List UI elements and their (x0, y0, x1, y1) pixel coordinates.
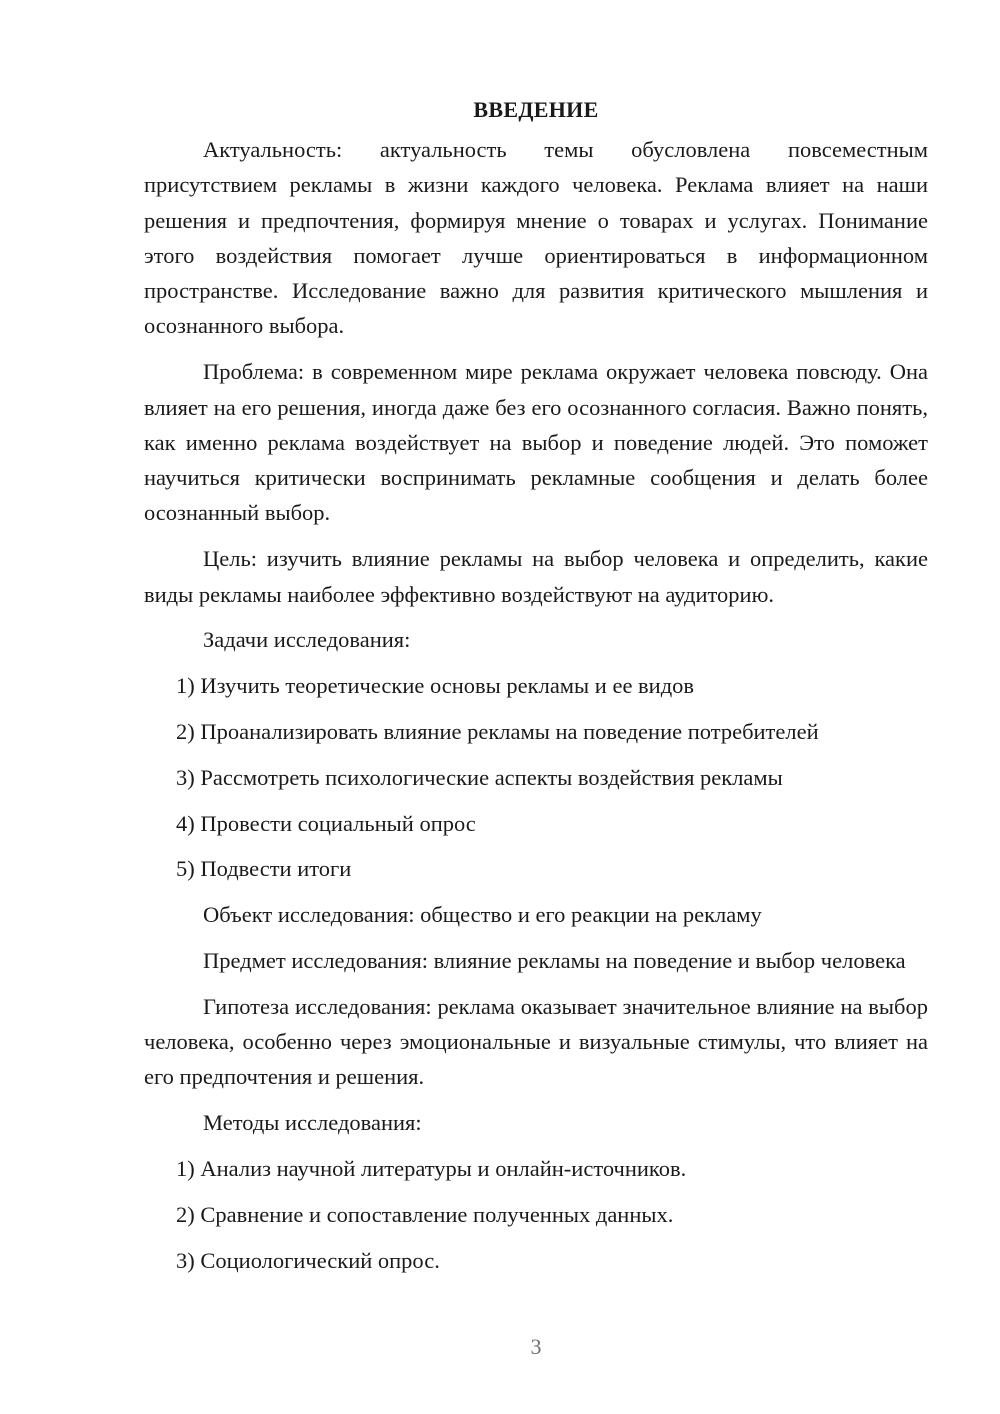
problem-paragraph: Проблема: в современном мире реклама окружает человека повсюду. Она влияет на его решения, иногда даже без его осознанного согласия. Важно понять, как именно реклама воздействует на выбор и поведение людей. Это поможет научиться критически воспринимать рекламные сообщения и делать более осознанный выбор. (144, 359, 928, 526)
list-item: 1) Изучить теоретические основы рекламы и ее видов (176, 673, 695, 699)
list-item: 3) Социологический опрос. (176, 1247, 440, 1273)
list-item: 3) Рассмотреть психологические аспекты воздействия рекламы (176, 764, 783, 790)
list-item: 1) Анализ научной литературы и онлайн-источников. (176, 1155, 687, 1181)
page-number: 3 (530, 1334, 542, 1359)
goal-paragraph: Цель: изучить влияние рекламы на выбор человека и определить, какие виды рекламы наиболее эффективно воздействуют на аудиторию. (144, 546, 928, 607)
methods-heading: Методы исследования: (203, 1110, 422, 1136)
tasks-heading: Задачи исследования: (203, 627, 411, 653)
relevance-paragraph: Актуальность: актуальность темы обусловлена повсеместным присутствием рекламы в жизни каждого человека. Реклама влияет на наши решения и предпочтения, формируя мнение о товарах и услугах. Понимание этого воздействия помогает лучше ориентироваться в информационном пространстве. Исследование важно для развития критического мышления и осознанного выбора. (144, 137, 928, 339)
list-item: 4) Провести социальный опрос (176, 810, 476, 836)
methods-list (144, 1151, 928, 1278)
tasks-list (144, 668, 928, 886)
hypothesis-paragraph: Гипотеза исследования: реклама оказывает значительное влияние на выбор человека, особенно через эмоциональные и визуальные стимулы, что влияет на его предпочтения и решения. (144, 993, 928, 1090)
list-item: 2) Сравнение и сопоставление полученных данных. (176, 1201, 674, 1227)
list-item: 5) Подвести итоги (176, 856, 352, 882)
object-paragraph: Объект исследования: общество и его реакции на рекламу (203, 902, 762, 928)
subject-paragraph: Предмет исследования: влияние рекламы на поведение и выбор человека (203, 947, 906, 973)
section-title: ВВЕДЕНИЕ (473, 97, 599, 122)
document-page (144, 92, 928, 1288)
list-item: 2) Проанализировать влияние рекламы на поведение потребителей (176, 718, 819, 744)
